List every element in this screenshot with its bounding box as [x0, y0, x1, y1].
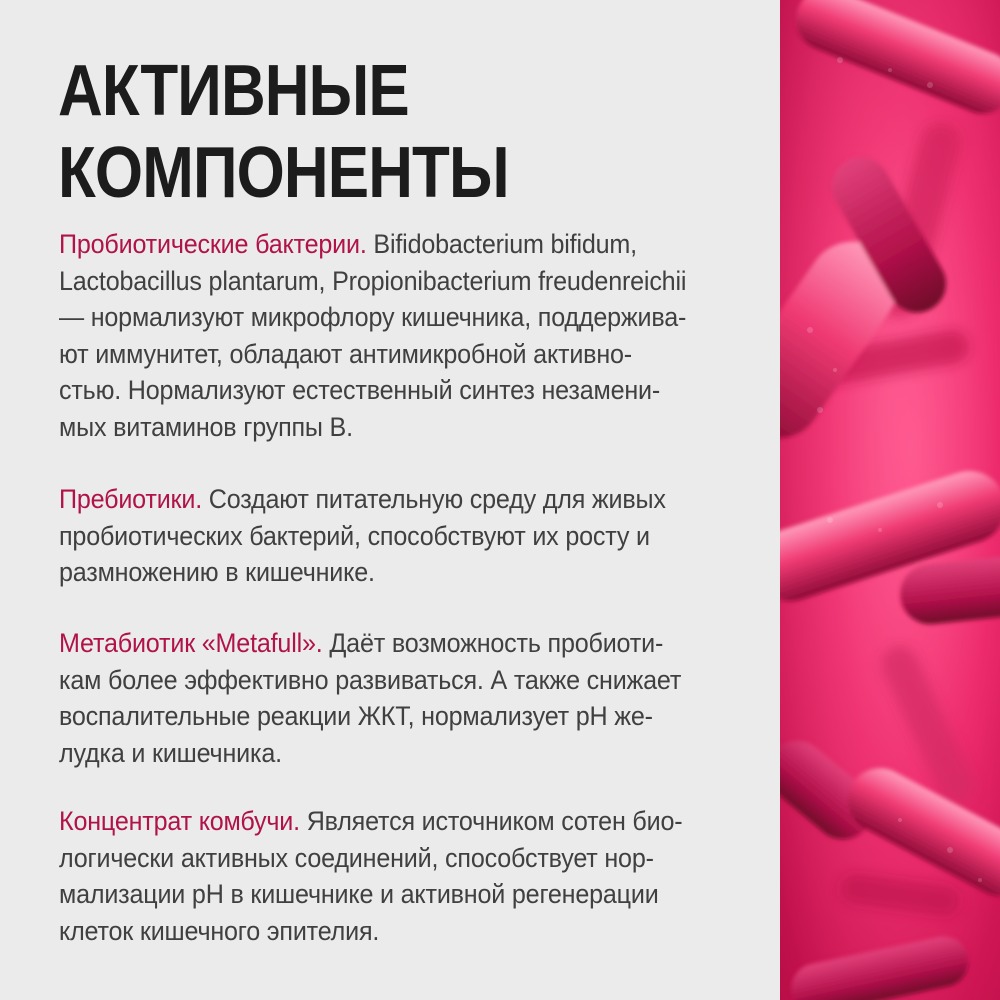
section-text-line: лудка и кишечника.	[59, 737, 282, 768]
bacteria-illustration	[780, 0, 1000, 1000]
section-text-line: — нормализуют микрофлору кишечника, поддержива-	[59, 302, 687, 332]
section-term: Пребиотики.	[59, 484, 202, 514]
bacteria-image	[780, 0, 1000, 1000]
section-metabiotic	[59, 625, 779, 771]
section-text-line: клеток кишечного эпителия.	[59, 915, 380, 946]
section-term: Концентрат комбучи.	[59, 806, 300, 836]
page-title	[58, 50, 509, 214]
section-kombucha	[59, 803, 779, 949]
section-text-line: размножению в кишечнике.	[59, 557, 375, 587]
section-text-line: Bifidobacterium bifidum,	[366, 229, 637, 259]
section-text-line: воспалительные реакции ЖКТ, нормализует pH же-	[59, 701, 653, 731]
section-term: Метабиотик «Metafull».	[59, 628, 323, 658]
page-title-line-2: КОМПОНЕНТЫ	[58, 133, 509, 213]
page-title-line-1: АКТИВНЫЕ	[58, 51, 409, 131]
section-text-line: кам более эффективно развиваться. А также снижает	[59, 664, 682, 695]
section-text-line: мых витаминов группы В.	[59, 411, 353, 442]
section-text-line: Lactobacillus plantarum, Propionibacterium freudenreichii	[59, 265, 687, 296]
section-text-line: стью. Нормализуют естественный синтез незамени-	[59, 375, 661, 405]
section-text-line: Даёт возможность пробиоти-	[322, 628, 664, 658]
section-prebiotics	[59, 481, 779, 591]
section-text-line: ют иммунитет, обладают антимикробной активно-	[59, 338, 632, 369]
section-text-line: Является источником сотен био-	[299, 806, 683, 836]
section-text-line: мализации pH в кишечнике и активной регенерации	[59, 879, 659, 909]
section-text-line: пробиотических бактерий, способствуют их росту и	[59, 520, 650, 551]
section-term: Пробиотические бактерии.	[59, 229, 367, 259]
section-probiotics	[59, 226, 779, 445]
section-text-line: логически активных соединений, способствует нор-	[59, 842, 654, 873]
section-text-line: Создают питательную среду для живых	[201, 484, 666, 514]
